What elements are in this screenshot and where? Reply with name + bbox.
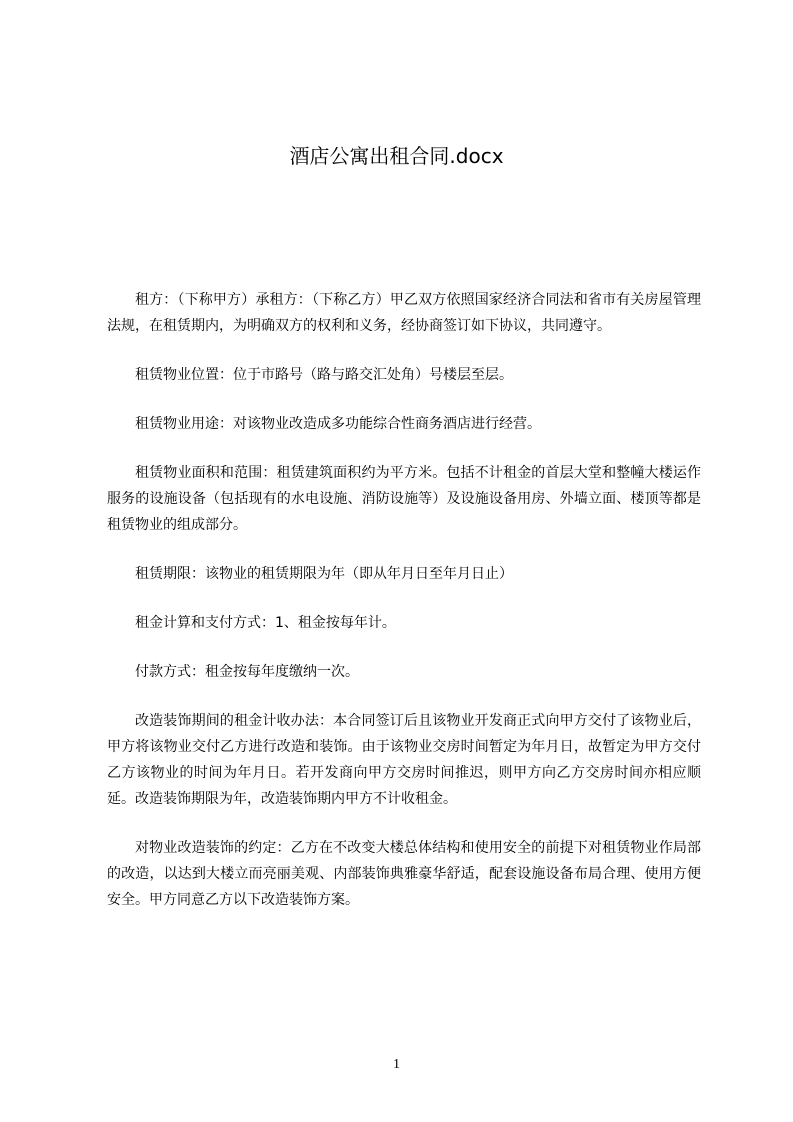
paragraph-area: 租赁物业面积和范围：租赁建筑面积约为平方米。包括不计租金的首层大堂和整幢大楼运作服务的设施设备（包括现有的水电设施、消防设施等）及设施设备用房、外墙立面、楼顶等都是租赁物业的组成部分。 <box>107 465 701 533</box>
page-number: 1 <box>393 1057 400 1072</box>
paragraph-term: 租赁期限：该物业的租赁期限为年（即从年月日至年月日止） <box>135 566 513 582</box>
paragraph-renovation-terms: 对物业改造装饰的约定：乙方在不改变大楼总体结构和使用安全的前提下对租赁物业作局部的改造，以达到大楼立而亮丽美观、内部装饰典雅豪华舒适，配套设施设备布局合理、使用方便安全。甲方同意乙方以下改造装饰方案。 <box>107 840 701 908</box>
paragraph-parties: 租方：（下称甲方）承租方：（下称乙方）甲乙双方依照国家经济合同法和省市有关房屋管理法规，在租赁期内，为明确双方的权利和义务，经协商签订如下协议，共同遵守。 <box>107 292 701 334</box>
paragraph-usage: 租赁物业用途：对该物业改造成多功能综合性商务酒店进行经营。 <box>135 416 541 432</box>
paragraph-payment-method: 付款方式：租金按每年度缴纳一次。 <box>135 664 359 680</box>
paragraph-location: 租赁物业位置：位于市路号（路与路交汇处角）号楼层至层。 <box>135 367 513 383</box>
paragraph-renovation-rent: 改造装饰期间的租金计收办法：本合同签订后且该物业开发商正式向甲方交付了该物业后，甲方将该物业交付乙方进行改造和装饰。由于该物业交房时间暂定为年月日，故暂定为甲方交付乙方该物业的时间为年月日。若开发商向甲方交房时间推迟，则甲方向乙方交房时间亦相应顺延。改造装饰期限为年，改造装饰期内甲方不计收租金。 <box>107 713 701 807</box>
paragraph-rent-calculation: 租金计算和支付方式：1、租金按每年计。 <box>135 615 396 631</box>
document-body <box>107 287 701 936</box>
document-title: 酒店公寓出租合同.docx <box>289 144 504 168</box>
